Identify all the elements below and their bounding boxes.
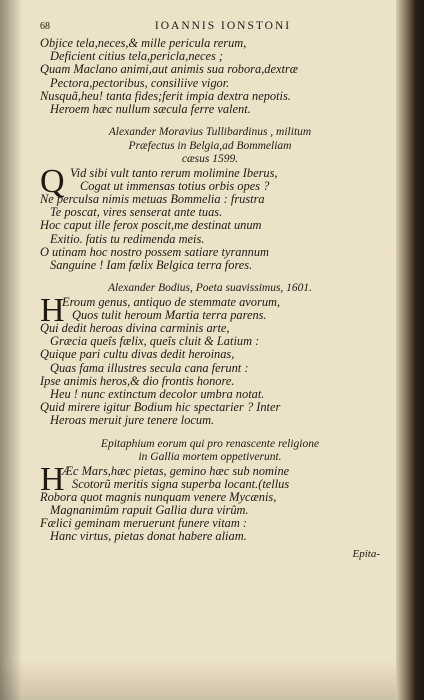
verse-line: Hoc caput ille ferox poscit,me destinat unum [40,218,262,233]
verse-line: Quid mirere igitur Bodium hic spectarier ? Inter [40,400,281,415]
section-heading-line: in Gallia mortem oppetiverunt. [138,451,282,463]
verse-line: Nusquã,heu! tanta fides;ferit impia dextra nepotis. [40,88,291,103]
verse-line: Vid sibi vult tanto rerum molimine Iberus, [70,165,278,180]
verse-line: Quos tulit heroum Martia terra parens. [72,307,267,322]
running-title: IOANNIS IONSTONI [154,20,292,32]
verse-line: Scotorũ meritis signa superba locant.(tellus [72,476,290,491]
drop-cap: H [40,291,65,329]
gutter-shadow [0,0,22,700]
page-bottom-shade [0,660,424,700]
poem2-body [40,291,380,428]
drop-cap: Q [40,162,65,200]
section-heading-line: Præfectus in Belgia,ad Bommeliam [128,139,292,152]
poem1-body [40,162,380,273]
verse-line: Græcia queîs fælix, queîs cluit & Latium : [50,334,260,349]
poem1-heading [40,126,380,167]
verse-line: Exitio. fatis tu redimenda meis. [50,231,205,246]
section-heading-line: cæsus 1599. [181,153,239,166]
verse-line: Objice tela,neces,& mille pericula rerum, [40,36,247,50]
poem3-body [40,460,380,544]
verse-line: Pectora,pectoribus, consiliive vigor. [50,75,230,90]
page-text [40,20,380,561]
verse-line: Quam Maclano animi,aut animis sua robora,dextræ [40,62,299,77]
verse-line: Te poscat, vires senserat ante tuas. [50,205,223,220]
book-edge [396,0,424,700]
poem3-heading [40,438,380,465]
verse-line: O utinam hoc nostro possem satiare tyrannum [40,244,269,259]
verse-line: Hanc virtus, pietas donat habere aliam. [50,529,247,544]
verse-line: Ipse animis heros,& dio frontis honore. [40,373,235,388]
verse-line: Quas fama illustres secula cana ferunt : [50,360,249,375]
verse-line: Æc Mars,hæc pietas, gemino hæc sub nomine [62,463,290,478]
verse-line: Robora quot magnis nunquam venere Mycænis, [40,489,277,504]
verse-line: Magnanimûm rapuit Gallia dura virûm. [50,503,249,518]
verse-line: Qui dedit heroas divina carminis arte, [40,321,230,335]
page-number: 68 [40,21,50,32]
verse-line: Heu ! nunc extinctum decolor umbra notat. [50,386,265,401]
verse-line: Deficient citius tela,pericla,neces ; [50,49,224,64]
section-heading-line: Alexander Moravius Tullibardinus , militum [108,126,312,139]
drop-cap: H [40,460,65,498]
section-heading-line: Epitaphium eorum qui pro renascente religione [100,437,320,450]
section-heading-line: Alexander Bodius, Poeta suavissimus, 1601. [107,282,313,295]
catchword: Epita- [352,547,380,560]
verse-line: Quique pari cultu divas dedit heroinas, [40,347,235,362]
verse-line: Heroas meruit jure tenere locum. [50,413,215,428]
verse-line: Cogat ut immensas totius orbis opes ? [80,178,270,193]
verse-line: Heroem hæc nullum sæcula ferre valent. [50,101,251,116]
verse-line: Sanguine ! Iam fælix Belgica terra fores. [50,257,253,272]
running-head [40,20,380,35]
poem2-heading [40,282,380,296]
intro-verses [40,37,380,116]
verse-line: Fælici geminam meruerunt funere vitam : [40,516,248,531]
verse-line: Ne perculsa nimis metuas Bommelia : frustra [40,192,265,206]
verse-line: Eroum genus, antiquo de stemmate avorum, [62,294,281,309]
